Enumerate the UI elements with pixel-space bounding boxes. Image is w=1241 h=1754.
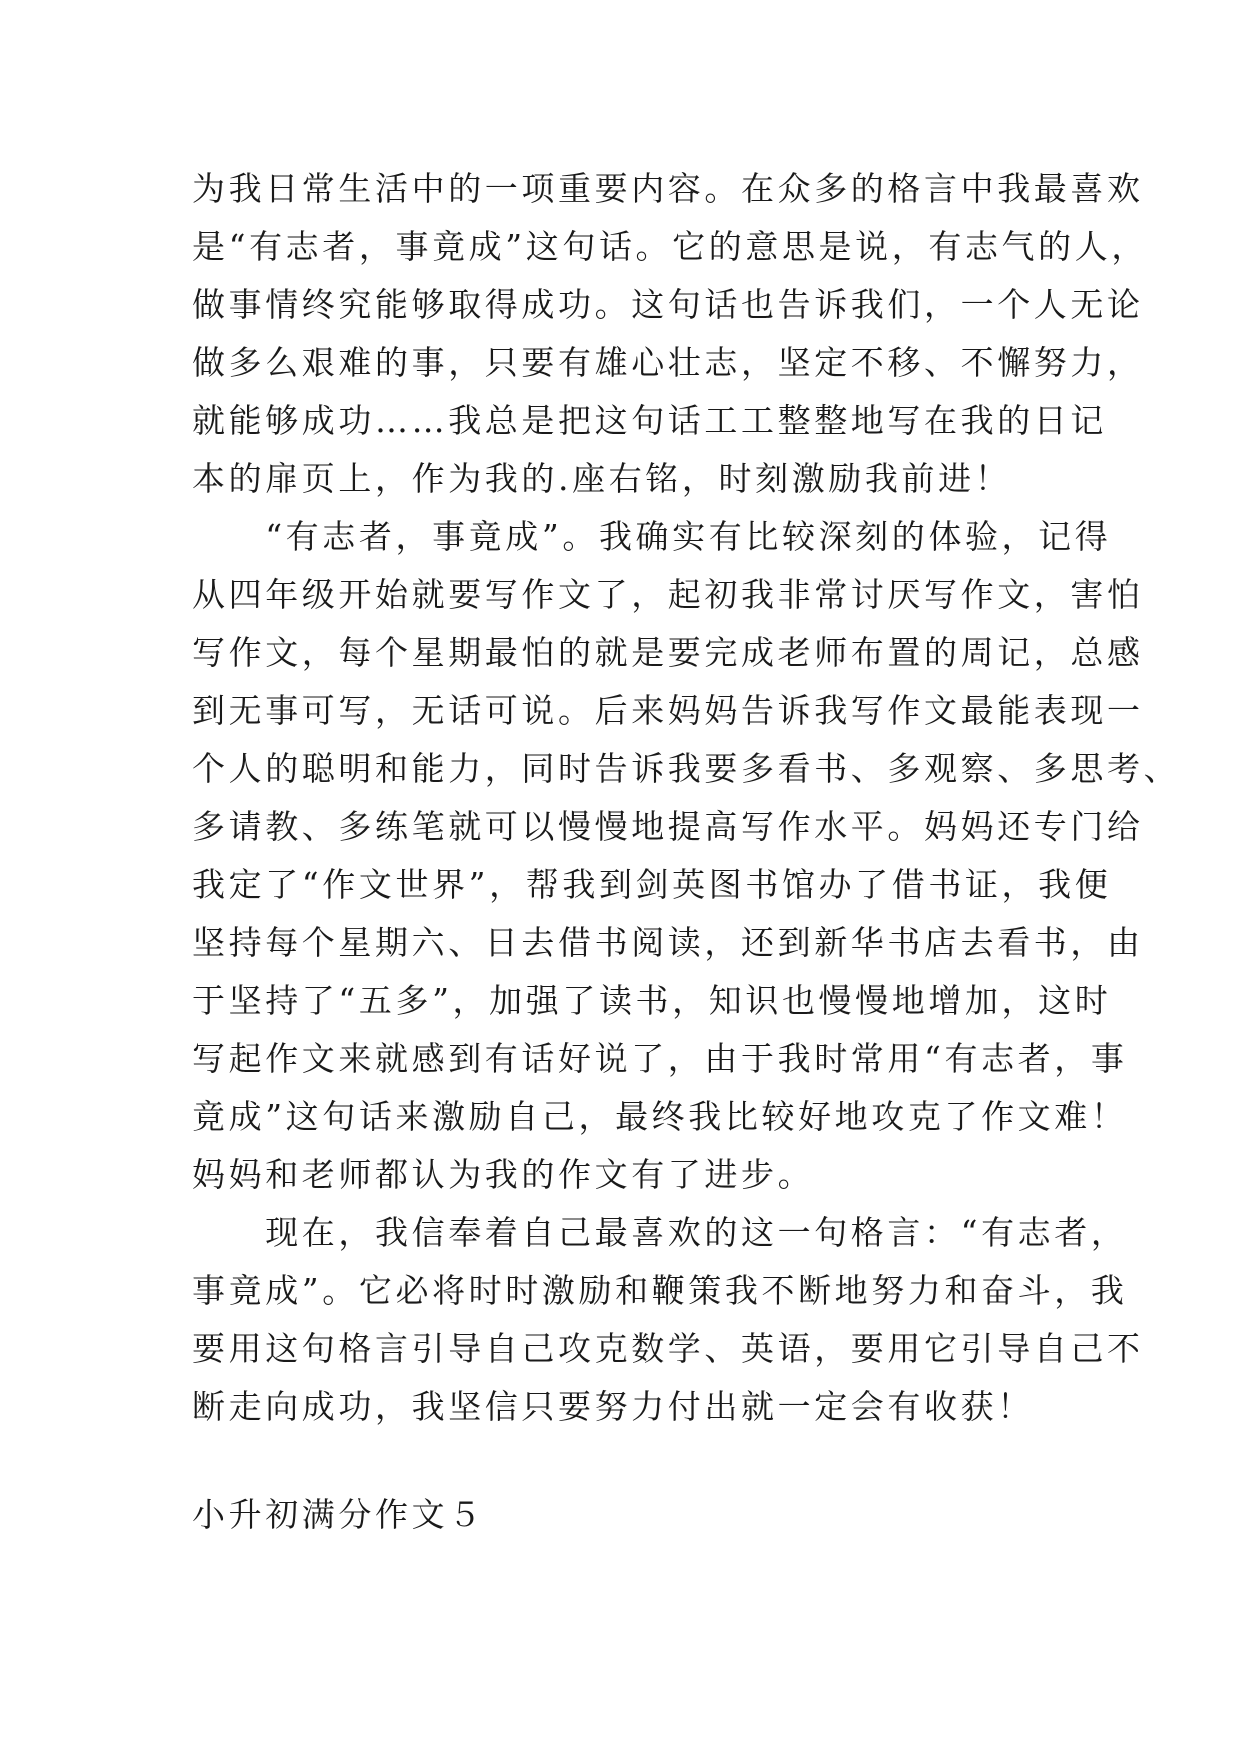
text-line: “有志者，事竟成”。我确实有比较深刻的体验，记得 [192, 517, 1112, 556]
document-body [192, 160, 1181, 1436]
text-line: 多请教、多练笔就可以慢慢地提高写作水平。妈妈还专门给 [192, 807, 1144, 846]
text-line: 坚持每个星期六、日去借书阅读，还到新华书店去看书，由 [192, 923, 1144, 962]
text-line: 写起作文来就感到有话好说了，由于我时常用“有志者，事 [192, 1039, 1128, 1078]
text-line: 本的扉页上，作为我的.座右铭，时刻激励我前进！ [192, 459, 1012, 498]
text-line: 我定了“作文世界”，帮我到剑英图书馆办了借书证，我便 [192, 865, 1112, 904]
text-line: 个人的聪明和能力，同时告诉我要多看书、多观察、多思考、 [192, 749, 1181, 788]
section-heading: 小升初满分作文５ [192, 1495, 485, 1534]
text-line: 是“有志者，事竟成”这句话。它的意思是说，有志气的人， [192, 227, 1148, 266]
text-line: 写作文，每个星期最怕的就是要完成老师布置的周记，总感 [192, 633, 1144, 672]
text-line: 就能够成功……我总是把这句话工工整整地写在我的日记 [192, 401, 1107, 440]
text-line: 现在，我信奉着自己最喜欢的这一句格言：“有志者， [192, 1213, 1128, 1252]
text-line: 竟成”这句话来激励自己，最终我比较好地攻克了作文难！ [192, 1097, 1128, 1136]
paragraph-2 [192, 508, 1181, 1204]
paragraph-3 [192, 1204, 1144, 1436]
paragraph-1 [192, 160, 1148, 508]
text-line: 妈妈和老师都认为我的作文有了进步。 [192, 1155, 815, 1194]
text-line: 从四年级开始就要写作文了，起初我非常讨厌写作文，害怕 [192, 575, 1144, 614]
text-line: 做多么艰难的事，只要有雄心壮志，坚定不移、不懈努力， [192, 343, 1144, 382]
text-line: 做事情终究能够取得成功。这句话也告诉我们，一个人无论 [192, 285, 1144, 324]
text-line: 到无事可写，无话可说。后来妈妈告诉我写作文最能表现一 [192, 691, 1144, 730]
text-line: 事竟成”。它必将时时激励和鞭策我不断地努力和奋斗，我 [192, 1271, 1128, 1310]
text-line: 于坚持了“五多”，加强了读书，知识也慢慢地增加，这时 [192, 981, 1112, 1020]
text-line: 要用这句格言引导自己攻克数学、英语，要用它引导自己不 [192, 1329, 1144, 1368]
text-line: 为我日常生活中的一项重要内容。在众多的格言中我最喜欢 [192, 169, 1144, 208]
text-line: 断走向成功，我坚信只要努力付出就一定会有收获！ [192, 1387, 1034, 1426]
